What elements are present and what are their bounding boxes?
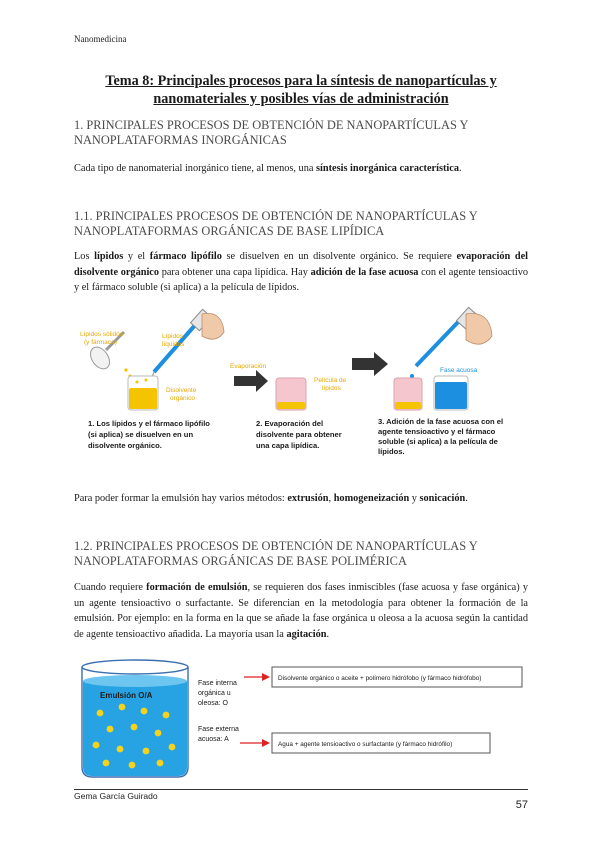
running-header: Nanomedicina (74, 34, 127, 44)
section-1-1-heading-line-2: NANOPLATAFORMAS ORGÁNICAS DE BASE LIPÍDICA (74, 224, 385, 238)
external-phase-arrow-icon (240, 739, 270, 747)
aqueous-addition-arrow-icon (352, 352, 388, 376)
evaporation-arrow-icon (234, 370, 268, 392)
page-number: 57 (515, 799, 528, 811)
section-1-heading (74, 118, 528, 148)
label-lipid-film-1: Película de (314, 377, 347, 384)
text-run: para obtener una capa lipídica. Hay (159, 266, 311, 278)
emulsion-methods-paragraph (74, 491, 528, 507)
bold-term: formación de emulsión (146, 582, 248, 593)
step-2-line-3: una capa lipídica. (256, 441, 320, 450)
step-3-line-2: agente tensioactivo y el fármaco (378, 427, 496, 436)
text-run: Los (74, 251, 95, 262)
external-phase-line-2: acuosa: A (198, 736, 229, 743)
text-run: y el (123, 251, 150, 262)
step-2-line-2: disolvente para obtener (256, 430, 342, 439)
section-1-2-heading-line-2: NANOPLATAFORMAS ORGÁNICAS DE BASE POLIMÉRICA (74, 554, 407, 568)
section-1-heading-line-2: NANOPLATAFORMAS INORGÁNICAS (74, 133, 287, 147)
lipid-process-figure (74, 310, 528, 456)
text-run: . (458, 163, 462, 174)
label-liquid-lipids-1: Lípidos (162, 333, 183, 340)
footer-divider (74, 789, 528, 790)
footer-author: Gema García Guirado (74, 791, 158, 801)
text-run: Cuando requiere (74, 582, 147, 593)
text-run: Cada tipo de nanomaterial inorgánico tiene, al menos, una (74, 163, 316, 174)
label-solvent-2: orgánico (170, 395, 195, 402)
internal-phase-line-3: oleosa: O (198, 700, 228, 707)
section-1-2-paragraph (74, 580, 528, 642)
label-solid-lipids-1: Lípidos sólidos (80, 331, 123, 338)
bold-term: síntesis inorgánica característica (316, 163, 459, 174)
section-1-1-paragraph (74, 249, 528, 296)
bold-term: fármaco lipófilo (149, 251, 222, 262)
step-1-line-1: 1. Los lípidos y el fármaco lipófilo (88, 419, 210, 428)
text-run: , (328, 493, 334, 504)
bold-term: extrusión (287, 493, 329, 504)
internal-phase-arrow-icon (244, 673, 270, 681)
organic-phase-box-text: Disolvente orgánico o aceite + polímero hidrófobo (y fármaco hidrófobo) (278, 675, 482, 682)
text-run: con el agente tensioactivo y el fármaco soluble (si aplica) a la película de lípidos. (74, 266, 528, 293)
beaker-blue-aqueous-icon (434, 376, 468, 410)
beaker-pink-aqueous-icon (394, 378, 422, 410)
section-1-1-heading (74, 209, 528, 239)
section-1-1-heading-line-1: 1.1. PRINCIPALES PROCESOS DE OBTENCIÓN DE NANOPARTÍCULAS Y (74, 209, 478, 223)
emulsion-figure (74, 655, 528, 780)
beaker-organic-solvent-icon (128, 376, 158, 410)
text-run: se disuelven en un disolvente orgánico. Se requiere (221, 251, 457, 262)
text-run: . (465, 493, 468, 504)
step-1-line-3: disolvente orgánico. (88, 441, 162, 450)
label-aqueous-phase: Fase acuosa (440, 367, 478, 374)
text-run: y (409, 493, 420, 504)
beaker-emulsion-icon (82, 660, 188, 777)
beaker-lipid-film-icon (276, 378, 306, 410)
title-line-1: Tema 8: Principales procesos para la síntesis de nanopartículas y (105, 73, 497, 89)
section-1-paragraph (74, 161, 528, 177)
section-1-heading-line-1: 1. PRINCIPALES PROCESOS DE OBTENCIÓN DE NANOPARTÍCULAS Y (74, 118, 469, 132)
beaker-label: Emulsión O/A (100, 691, 153, 700)
section-1-2-heading (74, 539, 528, 569)
text-run: . (326, 628, 330, 640)
text-run: Para poder formar la emulsión hay varios métodos: (74, 493, 288, 504)
bold-term: sonicación (419, 493, 466, 504)
internal-phase-line-2: orgánica u (198, 690, 231, 697)
bold-term: adición de la fase acuosa (310, 266, 419, 278)
label-solvent-1: Disolvente (166, 387, 197, 394)
page-title (74, 72, 528, 108)
internal-phase-line-1: Fase interna (198, 680, 237, 687)
title-line-2: nanomateriales y posibles vías de administración (153, 91, 449, 107)
external-phase-line-1: Fase externa (198, 726, 239, 733)
label-liquid-lipids-2: líquidos (162, 341, 185, 348)
section-1-2-heading-line-1: 1.2. PRINCIPALES PROCESOS DE OBTENCIÓN DE NANOPARTÍCULAS Y (74, 539, 478, 553)
step-3-line-1: 3. Adición de la fase acuosa con el (378, 417, 504, 426)
step-3-line-3: soluble (si aplica) a la película de (378, 437, 498, 446)
step-1-line-2: (si aplica) se disuelven en un (88, 430, 194, 439)
step-2-line-1: 2. Evaporación del (256, 419, 324, 428)
bold-term: lípidos (94, 251, 124, 262)
label-evaporation: Evaporación (230, 363, 267, 370)
label-lipid-film-2: lípidos (322, 385, 341, 392)
bold-term: homogeneización (333, 493, 410, 504)
step-3-line-4: lípidos. (378, 447, 405, 456)
bold-term: agitación (286, 628, 327, 640)
text-run: , se requieren dos fases inmiscibles (fase acuosa y fase orgánica) y un agente tensioactivo o surfactante. Se diferencian en la metodología para obtener la formación de la emulsión. Por ejemplo: en la forma en la que se añade la fase orgánica u oleosa a la acuosa según la cantidad de agente tensioactivo añadida. La mayoría usan la (74, 582, 528, 640)
label-solid-lipids-2: (y fármaco) (84, 339, 117, 346)
aqueous-phase-box-text: Agua + agente tensioactivo o surfactante (y fármaco hidrófilo) (278, 741, 453, 748)
bold-term: evaporación del disolvente orgánico (74, 251, 528, 278)
